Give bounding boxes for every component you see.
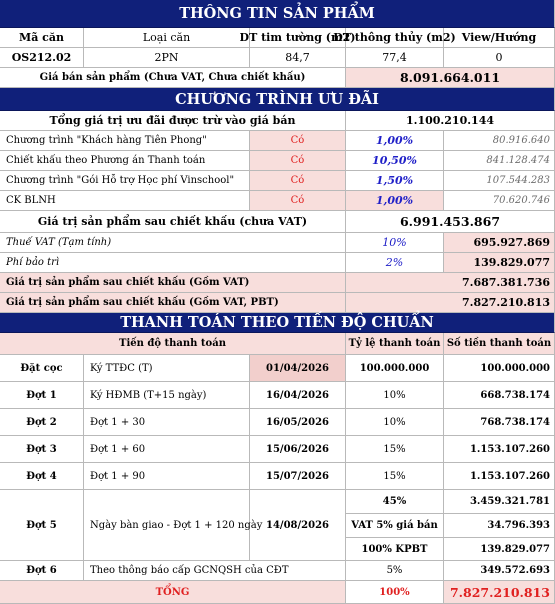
promo-item-flag: Có xyxy=(250,131,346,151)
col-header-view: View/Hướng xyxy=(444,28,555,48)
promo-total-row xyxy=(0,111,555,131)
promo-total-value: 1.100.210.144 xyxy=(346,111,555,131)
payment-total-rate: 100% xyxy=(346,581,444,604)
promo-item-amount: 841.128.474 xyxy=(444,151,555,171)
payment-description: Đợt 1 + 30 xyxy=(84,409,250,436)
col-header-gross-area: DT tim tường (m2) xyxy=(250,28,346,48)
vat-value: 695.927.869 xyxy=(444,233,555,253)
payment-section-header xyxy=(0,313,555,333)
payment-description: Ký TTĐC (T) xyxy=(84,355,250,382)
payment-amount: 668.738.174 xyxy=(444,382,555,409)
payment-amount: 1.153.107.260 xyxy=(444,436,555,463)
payment-header-row xyxy=(0,333,555,355)
payment-stage: Đợt 2 xyxy=(0,409,84,436)
payment-date: 16/04/2026 xyxy=(250,382,346,409)
after-discount-value: 6.991.453.867 xyxy=(346,211,555,233)
promo-item-percent: 1,00% xyxy=(346,191,444,211)
payment-row xyxy=(0,382,555,409)
promo-item-name: CK BLNH xyxy=(0,191,250,211)
payment-row xyxy=(0,355,555,382)
payment-stage: Đợt 5 xyxy=(0,490,84,561)
payment-date: 15/07/2026 xyxy=(250,463,346,490)
promo-item-amount: 80.916.640 xyxy=(444,131,555,151)
payment-description: Ký HĐMB (T+15 ngày) xyxy=(84,382,250,409)
payment-date: 01/04/2026 xyxy=(250,355,346,382)
promo-item-name: Chương trình "Khách hàng Tiên Phong" xyxy=(0,131,250,151)
payment-amount: 34.796.393 xyxy=(444,514,555,538)
promo-item-amount: 70.620.746 xyxy=(444,191,555,211)
payment-rate: VAT 5% giá bán xyxy=(346,514,444,538)
product-section-title: THÔNG TIN SẢN PHẨM xyxy=(0,0,555,28)
promo-item-percent: 10,50% xyxy=(346,151,444,171)
promo-total-label: Tổng giá trị ưu đãi được trừ vào giá bán xyxy=(0,111,346,131)
payment-total-amount: 7.827.210.813 xyxy=(444,581,555,604)
col-header-unit-code: Mã căn xyxy=(0,28,84,48)
promo-item-row xyxy=(0,151,555,171)
payment-amount: 349.572.693 xyxy=(444,561,555,581)
vat-percent: 10% xyxy=(346,233,444,253)
payment-rate: 5% xyxy=(346,561,444,581)
promo-item-percent: 1,00% xyxy=(346,131,444,151)
promo-item-row xyxy=(0,171,555,191)
gross-area-value: 84,7 xyxy=(250,48,346,68)
net-area-value: 77,4 xyxy=(346,48,444,68)
promo-section-title: CHƯƠNG TRÌNH ƯU ĐÃI xyxy=(0,88,555,111)
maintenance-fee-label: Phí bảo trì xyxy=(0,253,346,273)
vat-row xyxy=(0,233,555,253)
stage5-subrow xyxy=(346,490,555,514)
maintenance-fee-percent: 2% xyxy=(346,253,444,273)
payment-rate: 100% KPBT xyxy=(346,538,444,561)
payment-stage: Đợt 1 xyxy=(0,382,84,409)
vat-label: Thuế VAT (Tạm tính) xyxy=(0,233,346,253)
incl-vat-label: Giá trị sản phẩm sau chiết khấu (Gồm VAT) xyxy=(0,273,346,293)
promo-item-flag: Có xyxy=(250,151,346,171)
maintenance-fee-row xyxy=(0,253,555,273)
incl-vat-value: 7.687.381.736 xyxy=(346,273,555,293)
incl-vat-row xyxy=(0,273,555,293)
product-section-header xyxy=(0,0,555,28)
payment-amount: 3.459.321.781 xyxy=(444,490,555,514)
product-header-row xyxy=(0,28,555,48)
promo-item-row xyxy=(0,191,555,211)
payment-rate: 15% xyxy=(346,463,444,490)
payment-row-stage5 xyxy=(0,490,555,561)
promo-item-amount: 107.544.283 xyxy=(444,171,555,191)
payment-date: 16/05/2026 xyxy=(250,409,346,436)
payment-rate: 45% xyxy=(346,490,444,514)
payment-row xyxy=(0,561,555,581)
after-discount-row xyxy=(0,211,555,233)
payment-amount: 768.738.174 xyxy=(444,409,555,436)
payment-rate: 10% xyxy=(346,382,444,409)
payment-row xyxy=(0,463,555,490)
payment-date: 15/06/2026 xyxy=(250,436,346,463)
promo-item-flag: Có xyxy=(250,191,346,211)
payment-amount: 100.000.000 xyxy=(444,355,555,382)
unit-code-value: OS212.02 xyxy=(0,48,84,68)
incl-all-label: Giá trị sản phẩm sau chiết khấu (Gồm VAT, PBT) xyxy=(0,293,346,313)
payment-description: Ngày bàn giao - Đợt 1 + 120 ngày xyxy=(84,490,250,561)
base-price-label: Giá bán sản phẩm (Chưa VAT, Chưa chiết khấu) xyxy=(0,68,346,88)
maintenance-fee-value: 139.829.077 xyxy=(444,253,555,273)
base-price-value: 8.091.664.011 xyxy=(346,68,555,88)
payment-description: Đợt 1 + 60 xyxy=(84,436,250,463)
promo-section-header xyxy=(0,88,555,111)
incl-all-row xyxy=(0,293,555,313)
payment-section-title: THANH TOÁN THEO TIẾN ĐỘ CHUẨN xyxy=(0,313,555,333)
payment-stage: Đợt 3 xyxy=(0,436,84,463)
base-price-row xyxy=(0,68,555,88)
col-header-net-area: DT thông thủy (m2) xyxy=(346,28,444,48)
payment-description: Đợt 1 + 90 xyxy=(84,463,250,490)
product-values-row xyxy=(0,48,555,68)
payment-stage: Đợt 4 xyxy=(0,463,84,490)
payment-stage: Đợt 6 xyxy=(0,561,84,581)
promo-item-name: Chương trình "Gói Hỗ trợ Học phí Vinschool" xyxy=(0,171,250,191)
promo-item-percent: 1,50% xyxy=(346,171,444,191)
payment-amount: 139.829.077 xyxy=(444,538,555,561)
view-value: 0 xyxy=(444,48,555,68)
stage5-subrow xyxy=(346,538,555,561)
col-header-amount: Số tiền thanh toán xyxy=(444,333,555,355)
payment-description: Theo thông báo cấp GCNQSH của CĐT xyxy=(84,561,346,581)
payment-row xyxy=(0,409,555,436)
payment-stage: Đặt cọc xyxy=(0,355,84,382)
col-header-rate: Tỷ lệ thanh toán xyxy=(346,333,444,355)
col-header-unit-type: Loại căn xyxy=(84,28,250,48)
after-discount-label: Giá trị sản phẩm sau chiết khấu (chưa VAT) xyxy=(0,211,346,233)
col-header-schedule: Tiến độ thanh toán xyxy=(0,333,346,355)
stage5-subrows xyxy=(346,490,555,561)
promo-item-flag: Có xyxy=(250,171,346,191)
incl-all-value: 7.827.210.813 xyxy=(346,293,555,313)
promo-item-row xyxy=(0,131,555,151)
payment-total-row xyxy=(0,581,555,604)
unit-type-value: 2PN xyxy=(84,48,250,68)
payment-row xyxy=(0,436,555,463)
payment-rate: 15% xyxy=(346,436,444,463)
promo-item-name: Chiết khấu theo Phương án Thanh toán xyxy=(0,151,250,171)
stage5-subrow xyxy=(346,514,555,538)
payment-rate: 100.000.000 xyxy=(346,355,444,382)
payment-total-label: TỔNG xyxy=(0,581,346,604)
payment-rate: 10% xyxy=(346,409,444,436)
payment-date: 14/08/2026 xyxy=(250,490,346,561)
payment-amount: 1.153.107.260 xyxy=(444,463,555,490)
